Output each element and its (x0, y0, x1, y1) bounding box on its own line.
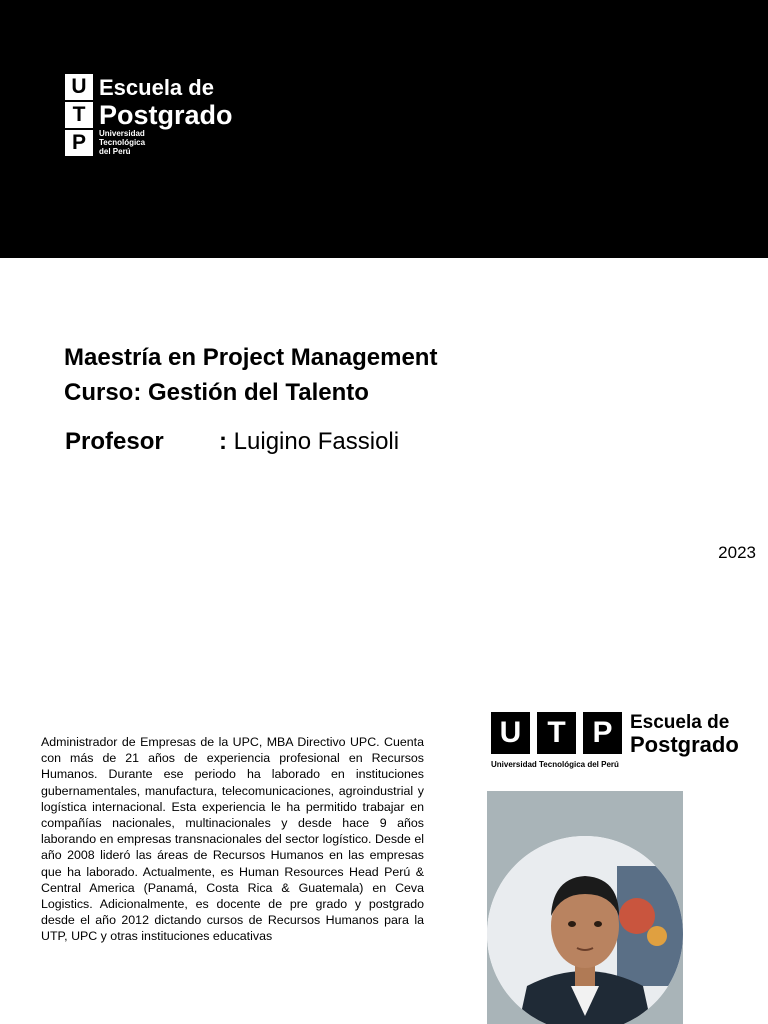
utp-logo-bottom (485, 706, 751, 778)
course-title: Curso: Gestión del Talento (64, 379, 369, 406)
brand-line2: Postgrado (99, 100, 233, 130)
professor-name: Luigino Fassioli (227, 428, 400, 455)
brand-subtitle: Universidad Tecnológica del Perú (491, 760, 619, 769)
logo-letter-u: U (491, 712, 530, 754)
year-label: 2023 (718, 543, 756, 562)
professor-row (65, 424, 399, 460)
professor-photo (487, 791, 683, 1024)
brand-sub-line: Tecnológica (99, 138, 146, 147)
logo-letter-u: U (65, 74, 93, 100)
logo-letter-p: P (583, 712, 622, 754)
brand-sub-line: Universidad (99, 129, 145, 138)
logo-letter-p: P (65, 130, 93, 156)
professor-label: Profesor (65, 428, 164, 455)
brand-line1: Escuela de (99, 75, 214, 100)
brand-line1: Escuela de (630, 712, 730, 733)
professor-colon: : (219, 428, 227, 455)
utp-letter-column (65, 74, 93, 158)
professor-bio: Administrador de Empresas de la UPC, MBA Directivo UPC. Cuenta con más de 21 años de experiencia profesional en Recursos Humanos. Durante ese periodo ha laborado en instituciones gubernamentales, manufactura, telecomunicaciones, agroindustrial y logística internacional. Esta experiencia le ha permitido trabajar en compañías nacionales, multinacionales y desde hace 9 años laborando en empresas transnacionales del sector logístico. Desde el año 2008 lideró las áreas de Recursos Humanos en las empresas que ha laborado. Actualmente, es Human Resources Head Perú & Central America (Panamá, Costa Rica & Guatemala) en Ceva Logistics. Adicionalmente, es docente de pre grado y postgrado desde el año 2012 dictando cursos de Recursos Humanos para la UTP, UPC y otras instituciones educativas (41, 735, 424, 944)
utp-logo (65, 74, 265, 160)
brand-sub-line: del Perú (99, 147, 131, 156)
portrait-illustration (487, 836, 683, 1024)
program-title: Maestría en Project Management (64, 344, 438, 371)
brand-line2: Postgrado (630, 732, 739, 757)
course-title-block (64, 340, 437, 410)
logo-letter-t: T (65, 102, 93, 128)
logo-letter-t: T (537, 712, 576, 754)
brand-subtitle (99, 129, 179, 156)
header-band (0, 0, 768, 258)
photo-circle (487, 836, 683, 1024)
